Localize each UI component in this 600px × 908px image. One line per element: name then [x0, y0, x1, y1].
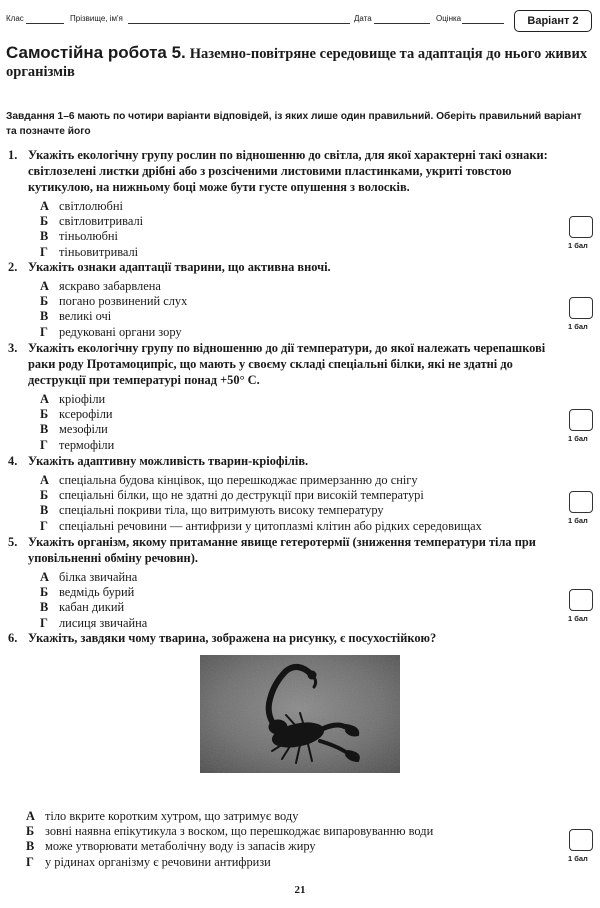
variant-badge: Варіант 2: [514, 10, 592, 32]
option-a[interactable]: [42, 473, 556, 488]
score-label-3: 1 бал: [568, 434, 588, 443]
answer-box-2[interactable]: [569, 297, 593, 319]
option-text: лисиця звичайна: [59, 615, 148, 630]
option-a[interactable]: [42, 199, 556, 214]
option-a[interactable]: [42, 279, 556, 294]
option-letter: А: [40, 473, 49, 487]
question-4: [6, 453, 556, 534]
option-text: мезофіли: [59, 422, 108, 437]
option-letter: А: [40, 279, 49, 293]
option-letter: Г: [40, 615, 48, 630]
option-text: яскраво забарвлена: [59, 279, 161, 293]
option-b[interactable]: [42, 214, 556, 229]
option-a[interactable]: [28, 809, 556, 824]
option-text: редуковані органи зору: [59, 324, 182, 339]
question-stem: [6, 147, 556, 195]
option-c[interactable]: [42, 229, 556, 244]
option-d[interactable]: [42, 519, 556, 534]
question-6-options: [6, 809, 556, 870]
question-1: [6, 147, 556, 260]
question-2: [6, 259, 556, 340]
question-stem: [6, 259, 556, 275]
option-d[interactable]: [28, 855, 556, 870]
answer-box-5[interactable]: [569, 589, 593, 611]
option-c[interactable]: [42, 309, 556, 324]
option-letter: Б: [40, 407, 49, 422]
option-letter: А: [40, 199, 49, 213]
option-letter: В: [40, 422, 49, 437]
option-letter: Г: [40, 324, 48, 339]
option-b[interactable]: [42, 585, 556, 600]
instructions: Завдання 1–6 мають по чотири варіанти відповідей, із яких лише один правильний. Оберіть правильний варіант та позначте його: [6, 111, 582, 137]
option-letter: Г: [40, 437, 48, 452]
option-c[interactable]: [28, 839, 556, 854]
question-5: [6, 534, 556, 631]
option-text: тіньолюбні: [59, 229, 118, 244]
class-field[interactable]: [26, 23, 64, 24]
option-d[interactable]: [42, 325, 556, 340]
question-number: 2.: [8, 260, 18, 274]
question-3: [6, 340, 556, 453]
student-info-header: [6, 8, 594, 26]
option-text: ксерофіли: [59, 407, 113, 422]
option-letter: В: [40, 600, 49, 615]
option-a[interactable]: [42, 570, 556, 585]
question-stem: [6, 340, 556, 388]
question-text: Укажіть ознаки адаптації тварини, що активна вночі.: [28, 260, 331, 274]
option-letter: В: [26, 839, 35, 854]
option-letter: В: [40, 503, 49, 518]
option-letter: Б: [40, 214, 49, 229]
option-letter: Б: [40, 294, 49, 309]
option-letter: Г: [26, 854, 34, 869]
option-text: тіло вкрите коротким хутром, що затримує воду: [45, 809, 299, 823]
question-text: Укажіть адаптивну можливість тварин-кріофілів.: [28, 454, 309, 468]
option-b[interactable]: [42, 294, 556, 309]
option-d[interactable]: [42, 245, 556, 260]
question-number: 4.: [8, 454, 18, 468]
option-letter: В: [40, 229, 49, 244]
option-text: може утворювати метаболічну воду із запасів жиру: [45, 839, 316, 854]
option-text: зовні наявна епікутикула з воском, що перешкоджає випаровуванню води: [45, 824, 434, 839]
question-stem: [6, 534, 556, 566]
answer-box-1[interactable]: [569, 216, 593, 238]
option-text: спеціальні речовини — антифризи у цитоплазмі клітин або рідких середовищах: [59, 518, 482, 533]
option-c[interactable]: [42, 600, 556, 615]
question-6: [6, 630, 556, 646]
option-text: ведмідь бурий: [59, 585, 135, 600]
page-title: [6, 44, 594, 81]
question-text: Укажіть екологічну групу рослин по відношенню до світла, для якої характерні такі ознаки: світлозелені листки дрібні або з розсіченими листовими пластинками, укриті товстою кутикулою, на нижньому боці може бути густе опушення з волосків.: [28, 148, 548, 194]
option-letter: Б: [26, 824, 35, 839]
option-b[interactable]: [42, 488, 556, 503]
option-text: термофіли: [59, 437, 115, 452]
name-field[interactable]: [128, 23, 350, 24]
option-letter: Б: [40, 585, 49, 600]
title-lead: Самостійна робота 5.: [6, 43, 186, 62]
date-label: Дата: [354, 14, 372, 23]
option-d[interactable]: [42, 438, 556, 453]
grade-field[interactable]: [462, 23, 504, 24]
option-letter: Б: [40, 488, 49, 503]
answer-box-6[interactable]: [569, 829, 593, 851]
option-text: спеціальні покриви тіла, що витримують високу температуру: [59, 503, 384, 518]
option-b[interactable]: [28, 824, 556, 839]
question-number: 6.: [8, 631, 18, 645]
option-text: кабан дикий: [59, 600, 125, 615]
class-label: Клас: [6, 14, 24, 23]
name-label: Прізвище, ім'я: [70, 14, 123, 23]
option-a[interactable]: [42, 392, 556, 407]
title-rest: Наземно-повітряне середовище та адаптація до нього живих організмів: [6, 46, 588, 80]
answer-box-4[interactable]: [569, 491, 593, 513]
option-letter: Г: [40, 518, 48, 533]
option-c[interactable]: [42, 503, 556, 518]
option-text: кріофіли: [59, 392, 106, 406]
question-stem: [6, 630, 556, 646]
option-text: спеціальні білки, що не здатні до деструкції при високій температурі: [59, 488, 424, 503]
score-label-1: 1 бал: [568, 241, 588, 250]
option-text: білка звичайна: [59, 570, 138, 584]
option-b[interactable]: [42, 407, 556, 422]
question-number: 1.: [8, 148, 18, 162]
grade-label: Оцінка: [436, 14, 462, 23]
question-stem: [6, 453, 556, 469]
score-label-4: 1 бал: [568, 516, 588, 525]
question-text: Укажіть екологічну групу по відношенню до дії температури, до якої належать черепашкові раки роду Протамоципріс, що мають у своєму складі спеціальні білки, які не здатні до деструкції при температурі понад +50° С.: [28, 341, 546, 387]
option-text: світловитривалі: [59, 214, 144, 229]
option-letter: Г: [40, 244, 48, 259]
question-text: Укажіть організм, якому притаманне явище гетеротермії (зниження температури тіла при уповільненні обміну речовин).: [28, 535, 536, 565]
question-number: 3.: [8, 341, 18, 355]
option-letter: В: [40, 309, 49, 324]
option-letter: А: [26, 809, 35, 823]
option-c[interactable]: [42, 422, 556, 437]
scorpion-photo: [200, 655, 400, 773]
option-text: погано розвинений слух: [59, 294, 188, 309]
option-text: спеціальна будова кінцівок, що перешкоджає примерзанню до снігу: [59, 473, 418, 487]
question-number: 5.: [8, 535, 18, 549]
option-text: у рідинах організму є речовини антифризи: [45, 854, 271, 869]
option-letter: А: [40, 570, 49, 584]
question-text: Укажіть, завдяки чому тварина, зображена на рисунку, є посухостійкою?: [28, 631, 437, 645]
option-text: великі очі: [59, 309, 112, 324]
option-letter: А: [40, 392, 49, 406]
option-text: світлолюбні: [59, 199, 123, 213]
answer-box-3[interactable]: [569, 409, 593, 431]
score-label-2: 1 бал: [568, 322, 588, 331]
page-number: 21: [294, 884, 306, 896]
option-text: тіньовитривалі: [59, 244, 139, 259]
score-label-5: 1 бал: [568, 614, 588, 623]
score-label-6: 1 бал: [568, 854, 588, 863]
date-field[interactable]: [374, 23, 430, 24]
option-d[interactable]: [42, 616, 556, 631]
